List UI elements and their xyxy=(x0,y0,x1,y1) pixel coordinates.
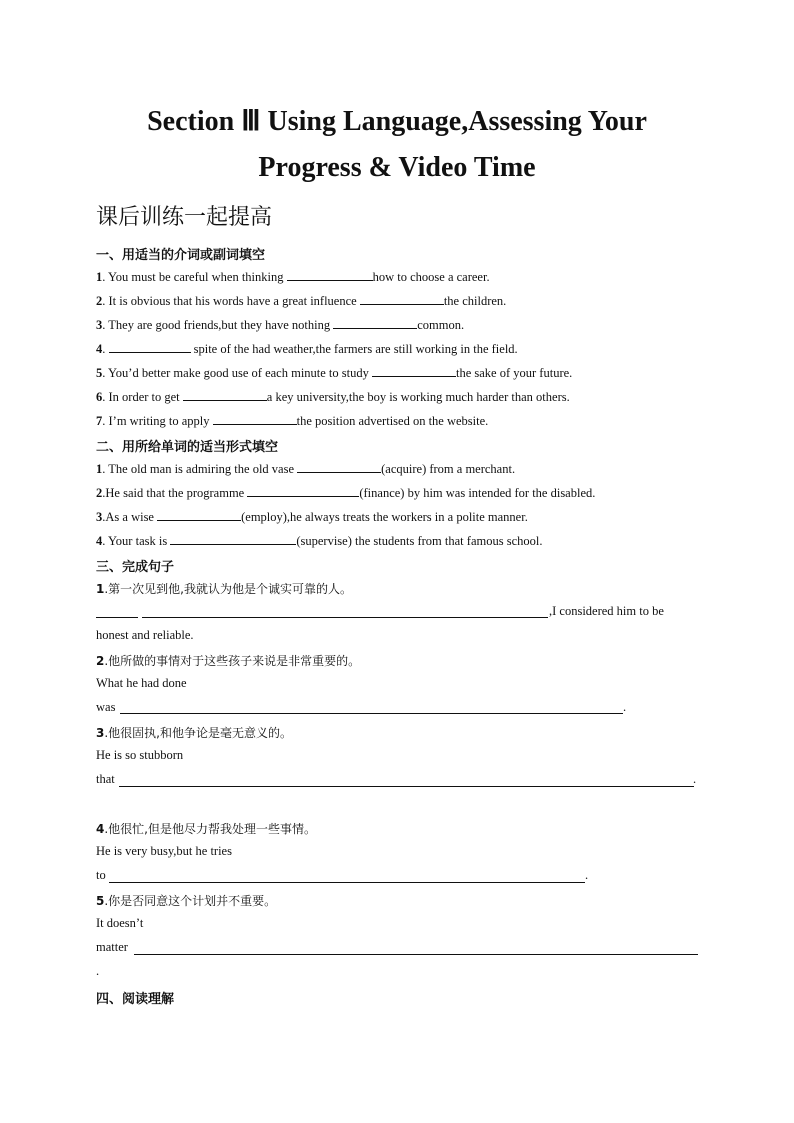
item-number: 4 xyxy=(96,534,103,548)
s2-item-3 xyxy=(96,508,528,525)
answer-blank[interactable] xyxy=(247,484,359,497)
s3-q4-end: . xyxy=(585,868,589,882)
s2-item-2 xyxy=(96,484,595,501)
s3-q1-tail: ,I considered him to be xyxy=(549,604,664,618)
answer-line[interactable] xyxy=(120,713,623,714)
item-number: 3 xyxy=(96,726,105,740)
item-text: (supervise) the students from that famous school. xyxy=(296,534,543,548)
chinese-sentence: .第一次见到他,我就认为他是个诚实可靠的人。 xyxy=(104,582,352,596)
answer-blank[interactable] xyxy=(157,508,241,521)
s3-q4-start: to xyxy=(96,868,106,882)
item-text: .He said that the programme xyxy=(102,486,248,500)
item-number: 1 xyxy=(96,582,105,596)
answer-line[interactable] xyxy=(109,882,585,883)
s3-q2-start: was xyxy=(96,700,116,714)
answer-blank[interactable] xyxy=(360,292,444,305)
item-text: . You must be careful when thinking xyxy=(102,270,287,284)
s3-q3-end: . xyxy=(693,772,697,786)
s3-q2-lead: What he had done xyxy=(96,676,187,690)
answer-line[interactable] xyxy=(119,786,694,787)
chinese-sentence: .他很忙,但是他尽力帮我处理一些事情。 xyxy=(104,822,316,836)
s3-q1-continuation: honest and reliable. xyxy=(96,628,194,642)
item-number: 4 xyxy=(96,342,103,356)
answer-blank[interactable] xyxy=(333,316,417,329)
item-number: 2 xyxy=(96,654,105,668)
item-number: 1 xyxy=(96,462,103,476)
s3-q5-start: matter xyxy=(96,940,128,954)
item-text: . I’m writing to apply xyxy=(102,414,213,428)
item-text: .As a wise xyxy=(102,510,158,524)
item-number: 5 xyxy=(96,366,103,380)
s3-q2-prompt xyxy=(96,652,360,669)
item-text: the children. xyxy=(443,294,507,308)
chinese-sentence: .你是否同意这个计划并不重要。 xyxy=(104,894,277,908)
item-text: . It is obvious that his words have a great influence xyxy=(102,294,360,308)
s2-item-4 xyxy=(96,532,542,549)
s1-item-2 xyxy=(96,292,506,309)
item-number: 3 xyxy=(96,510,103,524)
page-subtitle: 课后训练一起提高 xyxy=(96,205,273,230)
answer-line[interactable] xyxy=(142,617,548,618)
chinese-sentence: .他所做的事情对于这些孩子来说是非常重要的。 xyxy=(104,654,361,668)
chinese-sentence: .他很固执,和他争论是毫无意义的。 xyxy=(104,726,292,740)
s2-item-1 xyxy=(96,460,515,477)
s1-item-3 xyxy=(96,316,464,333)
answer-blank[interactable] xyxy=(372,364,456,377)
s1-item-1 xyxy=(96,268,490,285)
answer-blank[interactable] xyxy=(109,340,191,353)
item-text: . xyxy=(102,342,109,356)
s1-item-5 xyxy=(96,364,572,381)
s3-q4-prompt xyxy=(96,820,316,837)
item-text: (employ),he always treats the workers in a polite manner. xyxy=(241,510,528,524)
s3-q1-prompt xyxy=(96,580,352,597)
s3-q5-prompt xyxy=(96,892,276,909)
item-number: 3 xyxy=(96,318,103,332)
answer-blank[interactable] xyxy=(297,460,381,473)
answer-blank[interactable] xyxy=(213,412,297,425)
s1-item-6 xyxy=(96,388,570,405)
section1-heading: 一、用适当的介词或副词填空 xyxy=(96,248,266,263)
item-text: a key university,the boy is working much harder than others. xyxy=(266,390,570,404)
item-text: . The old man is admiring the old vase xyxy=(102,462,298,476)
item-number: 6 xyxy=(96,390,103,404)
section4-heading: 四、阅读理解 xyxy=(96,992,175,1007)
item-text: (finance) by him was intended for the disabled. xyxy=(359,486,596,500)
item-text: the position advertised on the website. xyxy=(296,414,489,428)
item-text: spite of the had weather,the farmers are still working in the field. xyxy=(190,342,518,356)
answer-blank[interactable] xyxy=(183,388,267,401)
answer-blank[interactable] xyxy=(287,268,373,281)
item-text: the sake of your future. xyxy=(456,366,573,380)
page-title-line1: Section Ⅲ Using Language,Assessing Your xyxy=(147,106,647,137)
section3-heading: 三、完成句子 xyxy=(96,560,175,575)
answer-blank[interactable] xyxy=(170,532,296,545)
item-number: 4 xyxy=(96,822,105,836)
item-text: . In order to get xyxy=(102,390,183,404)
item-text: (acquire) from a merchant. xyxy=(381,462,516,476)
section2-heading: 二、用所给单词的适当形式填空 xyxy=(96,440,279,455)
item-number: 2 xyxy=(96,486,103,500)
item-number: 1 xyxy=(96,270,103,284)
item-number: 2 xyxy=(96,294,103,308)
s3-q5-end: . xyxy=(96,964,100,978)
item-text: . Your task is xyxy=(102,534,171,548)
s3-q2-end: . xyxy=(623,700,627,714)
page-title-line2: Progress & Video Time xyxy=(258,152,536,183)
s3-q5-lead: It doesn’t xyxy=(96,916,144,930)
item-text: . You’d better make good use of each minute to study xyxy=(102,366,372,380)
answer-line[interactable] xyxy=(134,954,698,955)
s1-item-4 xyxy=(96,340,518,357)
item-number: 5 xyxy=(96,894,105,908)
item-number: 7 xyxy=(96,414,103,428)
item-text: . They are good friends,but they have nothing xyxy=(102,318,334,332)
s3-q3-lead: He is so stubborn xyxy=(96,748,184,762)
s3-q3-prompt xyxy=(96,724,292,741)
s3-q3-start: that xyxy=(96,772,115,786)
s1-item-7 xyxy=(96,412,488,429)
s3-q4-lead: He is very busy,but he tries xyxy=(96,844,232,858)
answer-line[interactable] xyxy=(96,617,138,618)
item-text: how to choose a career. xyxy=(372,270,490,284)
item-text: common. xyxy=(417,318,465,332)
